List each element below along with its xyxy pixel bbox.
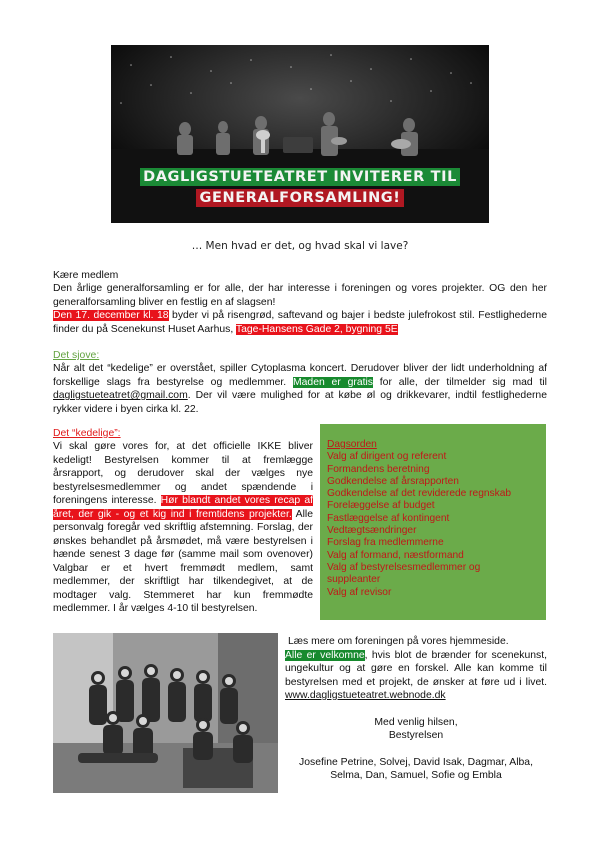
agenda-item: Valg af dirigent og referent xyxy=(327,451,447,463)
date-highlight: Den 17. december kl. 18 xyxy=(53,310,169,321)
signature-names: Josefine Petrine, Solvej, David Isak, Dagmar, Alba, Selma, Dan, Samuel, Sofie og Embla xyxy=(299,756,533,781)
agenda-item: Forslag fra medlemmerne xyxy=(327,537,444,549)
closing-column xyxy=(285,635,547,783)
regards-line2: Bestyrelsen xyxy=(388,730,444,741)
boring-paragraph: Vi skal gøre vores for, at det officielle IKKE bliver kedeligt! Bestyrelsen kommer til at fremlægge årsrapport, og derudover skal der vælges nye bestyrelsesmedlemmer og andet spændende i foreningens interesse. Hør blandt andet vores recap af året, der gik - og et kig ind i fremtidens projekter. Alle personvalg foregår ved skriftlig afstemning. Forslag, der ønskes behandlet på årsmødet, må være bestyrelsen i hænde senest 3 dage før (samme mail som ovenover) Valgbar er et hvert fremmødt medlem, samt medlemmer, der skriftligt har tilkendegivet, at de modtager valg. Stemmeret har kun fremmødte medlemmer. I år vælges 4-10 til bestyrelsen. xyxy=(53,441,313,614)
fun-paragraph: Når alt det “kedelige” er overstået, spiller Cytoplasma koncert. Derudover bliver der lidt underholdning af forskellige slags fra bestyrelse og medlemmer. Maden er gratis for alle, der tilmelder sig mad til dagligstueteatret@gmail.com. Der vil være mulighed for at købe øl og drikkevarer, indtil festlighederne rykker videre i byen cirka kl. 22. xyxy=(53,363,547,415)
boring-heading: Det “kedelige”: xyxy=(53,428,121,439)
agenda-item: suppleanter xyxy=(327,574,381,586)
agenda-item: Vedtægtsændringer xyxy=(327,525,417,537)
address-highlight: Tage-Hansens Gade 2, bygning 5E xyxy=(235,323,398,335)
banner-title-line2: GENERALFORSAMLING! xyxy=(111,190,489,206)
tagline: … Men hvad er det, og hvad skal vi lave? xyxy=(191,240,409,252)
agenda-item: Valg af revisor xyxy=(327,586,392,598)
banner-image xyxy=(111,45,489,223)
website-link[interactable]: www.dagligstueteatret.webnode.dk xyxy=(285,690,446,701)
regards-line1: Med venlig hilsen, xyxy=(374,716,458,728)
agenda-title: Dagsorden xyxy=(327,439,377,450)
agenda-item: Forelæggelse af budget xyxy=(327,500,435,512)
greeting: Kære medlem xyxy=(53,270,119,281)
intro-paragraph: Den årlige generalforsamling er for alle, der har interesse i foreningen og vores projekter. OG den her generalforsamling bliver en festlig en af slagsen! Den 17. december kl. 18 byder vi på risengrød, saftevand og bajer i bedste julefrokost stil. Festlighederne finder du på Scenekunst Huset Aarhus, Tage-Hansens Gade 2, bygning 5E xyxy=(53,283,547,335)
agenda-item: Godkendelse af årsrapporten xyxy=(327,475,459,487)
group-photo xyxy=(53,633,278,793)
agenda-item: Godkendelse af det reviderede regnskab xyxy=(327,488,512,500)
agenda-item: Valg af formand, næstformand xyxy=(327,549,464,561)
fun-heading: Det sjove: xyxy=(53,350,100,361)
agenda-list xyxy=(327,451,538,599)
food-highlight: Maden er gratis xyxy=(292,376,373,388)
agenda-item: Formandens beretning xyxy=(327,463,430,475)
agenda-box xyxy=(320,424,546,620)
agenda-item: Fastlæggelse af kontingent xyxy=(327,512,450,524)
banner-title-line1: DAGLIGSTUETEATRET INVITERER TIL xyxy=(111,169,489,185)
email-link[interactable]: dagligstueteatret@gmail.com xyxy=(53,390,188,401)
welcome-highlight: Alle er velkomne xyxy=(285,649,365,661)
recap-highlight: Hør blandt andet vores recap af året, der gik - og et kig ind i fremtidens projekter. xyxy=(53,495,313,520)
agenda-item: Valg af bestyrelsesmedlemmer og xyxy=(327,561,481,573)
group-photo-graphic xyxy=(53,633,278,793)
read-more-text: Læs mere om foreningen på vores hjemmeside. xyxy=(288,636,509,647)
welcome-paragraph: Alle er velkomne, hvis blot de brænder for scenekunst, ungekultur og at gøre en forskel. Alle kan komme til bestyrelsen med et projekt, de ønsker at føre ud i livet. www.dagligstueteatret.webnode.dk xyxy=(285,649,547,701)
